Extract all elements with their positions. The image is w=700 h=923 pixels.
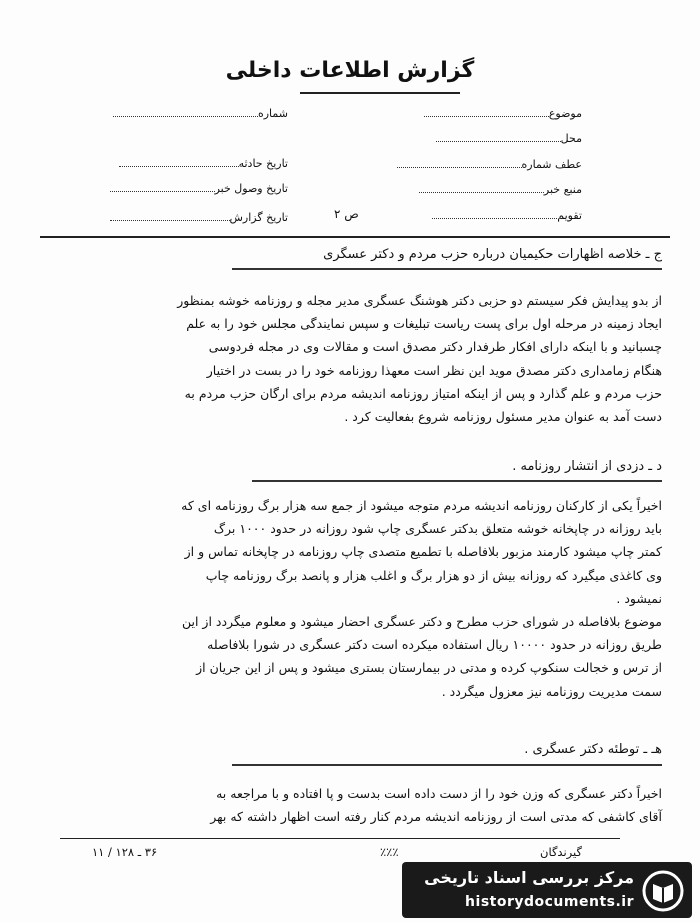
header-divider: [40, 236, 670, 238]
footer-recipients: گیرندگان: [540, 845, 582, 859]
section-heading-summary: ج ـ خلاصه اظهارات حکیمیان درباره حزب مردم و دکتر عسگری: [323, 247, 662, 262]
book-logo-icon: [642, 870, 684, 912]
field-incident-date: تاریخ حادثه: [115, 157, 288, 170]
field-report-date: تاریخ گزارش: [106, 211, 289, 224]
watermark-url: historydocuments.ir: [465, 894, 634, 910]
document-title: گزارش اطلاعات داخلی: [225, 58, 475, 83]
section-heading-underline: [232, 268, 662, 270]
field-received-date: تاریخ وصول خبر: [106, 182, 288, 195]
paragraph-plot: اخیراً دکتر عسگری که وزن خود را از دست داده است بدست و پا افتاده و با مراجعه به آقای کاشفی که مدتی است از روزنامه اندیشه مردم کنار رفته است اظهار داشته که بهر: [210, 786, 662, 825]
paragraph-theft: اخیراً یکی از کارکنان روزنامه اندیشه مردم متوجه میشود از جمع سه هزار برگ روزنامه ای که باید روزانه در چاپخانه خوشه متعلق بدکتر عسگری چاپ شود روزانه در حدود ۱۰۰۰ برگ کمتر چاپ میشود کارمند مزبور بلافاصله با تطمیع متصدی چاپ روزنامه در چاپخانه تماس و از وی کاغذی میگیرد که روزانه بیش از دو هزار برگ و اغلب هزار و پانصد برگ روزنامه چاپ نمیشود . موضوع بلافاصله در شورای حزب مطرح و دکتر عسگری احضار میشود و معلوم میگردد از این طریق روزانه در حدود ۱۰۰۰۰ ریال استفاده میکرده است دکتر عسگری در شورا بلافاصله از ترس و خجالت سنکوپ کرده و مدتی در بیمارستان بستری میشود و پس از این جریان از سمت مدیریت روزنامه نیز معزول میگردد .: [181, 498, 662, 699]
section-heading-underline: [252, 480, 662, 482]
section-heading-underline: [232, 764, 662, 766]
paragraph-summary: از بدو پیدایش فکر سیستم دو حزبی دکتر هوشنگ عسگری مدیر مجله و روزنامه خوشه بمنظور ایجاد زمینه در مرحله اول برای پست ریاست تبلیغات و سپس نمایندگی مجلس خود را به علم چسبانید و با اینکه دارای افکار طرفدار دکتر مصدق است و مقالات وی در مجله فردوسی هنگام زمامداری دکتر مصدق موید این نظر است معهذا روزنامه خود را در بست در اختیار حزب مردم و علم گذارد و پس از اینکه امتیاز روزنامه اندیشه مردم برای ارگان حزب مردم به دست آمد به عنوان مدیر مسئول روزنامه شروع بفعالیت کرد .: [177, 293, 662, 425]
footer-mark: ٪٪٪: [380, 845, 399, 859]
field-number: شماره: [109, 107, 288, 120]
title-underline: [300, 92, 460, 94]
watermark-title: مرکز بررسی اسناد تاریخی: [424, 868, 634, 887]
page-number: ص ۲: [334, 207, 359, 221]
section-heading-plot: هـ ـ توطئه دکتر عسگری .: [524, 742, 662, 757]
field-calendar: تقویم: [428, 209, 582, 222]
field-location: محل: [432, 132, 582, 145]
footer-divider: [60, 838, 620, 839]
field-reference-number: عطف شماره: [393, 158, 582, 171]
field-news-source: منبع خبر: [415, 183, 582, 196]
field-subject: موضوع: [420, 107, 582, 120]
footer-code: ۳۶ ـ ۱۲۸ / ۱۱: [92, 845, 158, 859]
section-heading-theft: د ـ دزدی از انتشار روزنامه .: [512, 459, 662, 474]
archive-watermark: [402, 862, 692, 918]
